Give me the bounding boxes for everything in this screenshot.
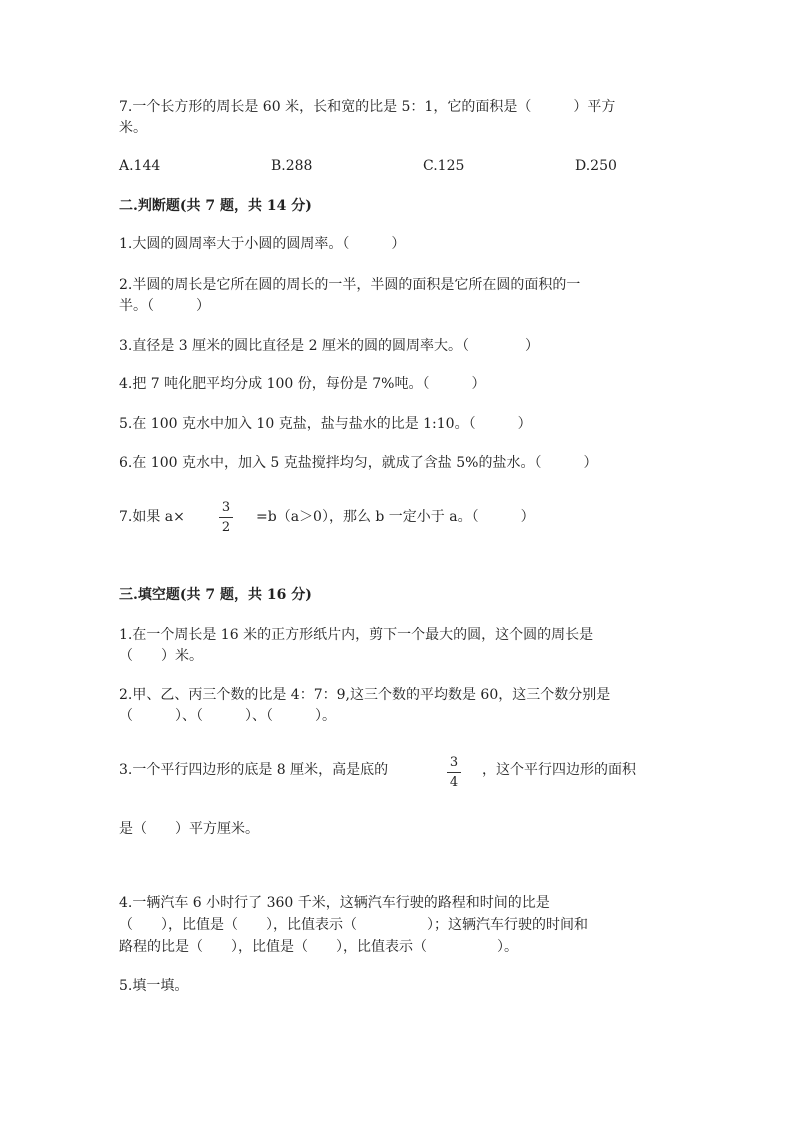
fill-question-2-line-1: 2.甲、乙、丙三个数的比是 4：7：9,这三个数的平均数是 60，这三个数分别是 [119, 687, 611, 703]
judge-question-2-line-1: 2.半圆的周长是它所在圆的周长的一半，半圆的面积是它所在圆的面积的一 [119, 277, 581, 293]
fill-question-3-fraction [447, 755, 461, 790]
question-7-line-1: 7.一个长方形的周长是 60 米，长和宽的比是 5：1，它的面积是（ ）平方 [119, 99, 616, 115]
judge-question-3: 3.直径是 3 厘米的圆比直径是 2 厘米的圆的圆周率大。（ ） [119, 338, 539, 354]
option-b: B.288 [271, 158, 313, 174]
option-a: A.144 [119, 158, 161, 174]
judge-question-5: 5.在 100 克水中加入 10 克盐，盐与盐水的比是 1:10。（ ） [119, 416, 532, 432]
fill-question-3-prefix: 3.一个平行四边形的底是 8 厘米，高是底的 [119, 762, 389, 778]
judge-question-4: 4.把 7 吨化肥平均分成 100 份，每份是 7%吨。（ ） [119, 376, 486, 392]
fill-question-3-line-2: 是（ ）平方厘米。 [119, 821, 259, 837]
judge-question-6: 6.在 100 克水中，加入 5 克盐搅拌均匀，就成了含盐 5%的盐水。（ ） [119, 455, 598, 471]
fill-question-1-line-1: 1.在一个周长是 16 米的正方形纸片内，剪下一个最大的圆，这个圆的周长是 [119, 627, 594, 643]
judge-question-7-prefix: 7.如果 a× [119, 509, 185, 525]
judge-question-7-suffix: =b（a＞0），那么 b 一定小于 a。（ ） [256, 509, 535, 525]
fill-question-4-line-2: （ ），比值是（ ），比值表示（ ）；这辆汽车行驶的时间和 [119, 917, 588, 933]
fraction-bar [219, 517, 233, 518]
fill-question-4-line-1: 4.一辆汽车 6 小时行了 360 千米，这辆汽车行驶的路程和时间的比是 [119, 895, 550, 911]
fill-question-1-line-2: （ ）米。 [119, 648, 203, 664]
judge-question-7-fraction [219, 500, 233, 535]
fill-question-4-line-3: 路程的比是（ ），比值是（ ），比值表示（ ）。 [119, 939, 518, 955]
fill-question-2-line-2: （ ）、（ ）、（ ）。 [119, 708, 336, 724]
section-3-title: 三.填空题(共 7 题，共 16 分) [119, 587, 312, 603]
question-7-line-2: 米。 [119, 120, 147, 136]
fill-question-3-suffix: ，这个平行四边形的面积 [482, 762, 636, 778]
fraction-numerator: 3 [449, 755, 459, 770]
fraction-denominator: 2 [221, 520, 231, 535]
section-2-title: 二.判断题(共 7 题，共 14 分) [119, 198, 312, 214]
judge-question-2-line-2: 半。（ ） [119, 298, 210, 314]
fill-question-5: 5.填一填。 [119, 978, 189, 994]
fraction-numerator: 3 [221, 500, 231, 515]
judge-question-1: 1.大圆的圆周率大于小圆的圆周率。（ ） [119, 236, 406, 252]
option-d: D.250 [575, 158, 617, 174]
option-c: C.125 [423, 158, 465, 174]
fraction-denominator: 4 [449, 775, 459, 790]
fraction-bar [447, 772, 461, 773]
